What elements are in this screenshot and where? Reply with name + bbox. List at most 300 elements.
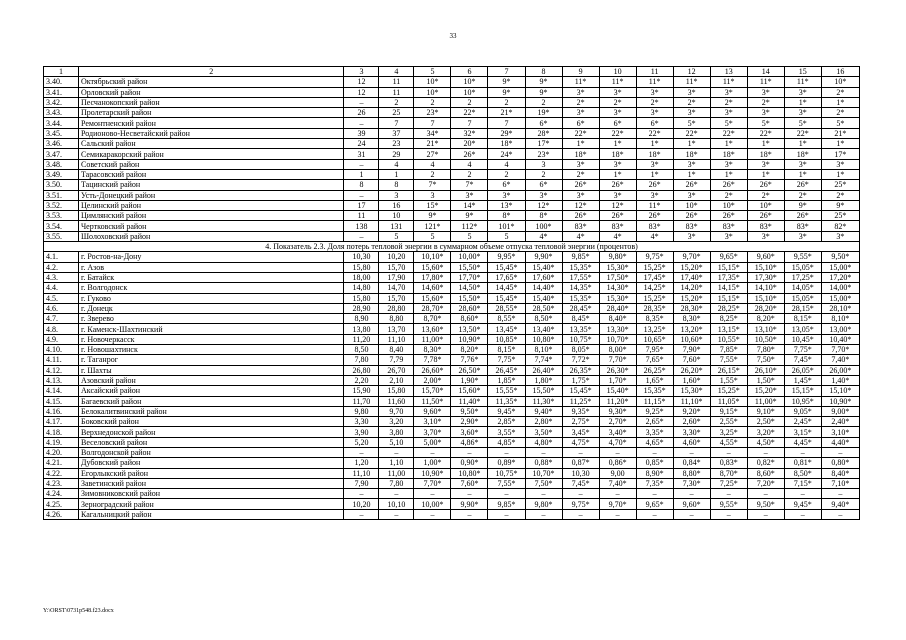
value-cell: 9* (784, 200, 821, 210)
value-cell: 3* (747, 87, 784, 97)
value-cell: 3,40* (599, 427, 636, 437)
value-cell: 15,70* (414, 386, 451, 396)
value-cell: 3* (784, 87, 821, 97)
value-cell: 2,10 (379, 375, 414, 385)
value-cell: 12* (562, 200, 599, 210)
value-cell: 8,10* (525, 345, 562, 355)
value-cell: 7,10* (821, 478, 859, 488)
row-number-cell: 4.1. (44, 252, 79, 262)
value-cell: 9* (525, 77, 562, 87)
table-row (44, 159, 860, 169)
value-cell: 8,40* (599, 314, 636, 324)
value-cell: 28,35* (636, 303, 673, 313)
value-cell: – (784, 509, 821, 519)
value-cell: 17,80* (414, 272, 451, 282)
row-name-cell: Тацинский район (78, 180, 343, 190)
value-cell: 15 (784, 67, 821, 77)
value-cell: 3* (784, 159, 821, 169)
row-number-cell: 4.14. (44, 386, 79, 396)
value-cell: 7,20* (747, 478, 784, 488)
table-row (44, 458, 860, 468)
row-name-cell: г. Новочеркасск (78, 334, 343, 344)
value-cell: 13,00* (821, 324, 859, 334)
value-cell: 18* (747, 149, 784, 159)
value-cell: 0,82* (747, 458, 784, 468)
row-name-cell: Кагальницкий район (78, 509, 343, 519)
value-cell: 1* (636, 169, 673, 179)
value-cell: 7,80 (344, 355, 379, 365)
value-cell: 8,80 (379, 314, 414, 324)
value-cell: 4,75* (562, 437, 599, 447)
value-cell: 4* (562, 231, 599, 241)
value-cell: 17,25* (784, 272, 821, 282)
value-cell: 0,86* (599, 458, 636, 468)
value-cell: 14,80 (344, 283, 379, 293)
value-cell: 26,10* (747, 365, 784, 375)
value-cell: 8,10* (821, 314, 859, 324)
value-cell: 1,80* (525, 375, 562, 385)
value-cell: 2,45* (784, 417, 821, 427)
value-cell: 22* (673, 128, 710, 138)
value-cell: 2,80* (525, 417, 562, 427)
value-cell: 17,40* (673, 272, 710, 282)
value-cell: 15,35* (562, 262, 599, 272)
value-cell: 11,20* (599, 396, 636, 406)
value-cell: 3* (636, 87, 673, 97)
value-cell: 5* (821, 118, 859, 128)
table-row (44, 169, 860, 179)
value-cell: 22* (747, 128, 784, 138)
value-cell: 9,40* (525, 406, 562, 416)
value-cell: 6* (599, 118, 636, 128)
row-number-cell: 3.55. (44, 231, 79, 241)
value-cell: 26* (636, 211, 673, 221)
value-cell: 3* (784, 231, 821, 241)
value-cell: 26* (562, 211, 599, 221)
value-cell: 3* (562, 190, 599, 200)
value-cell: 14,50* (451, 283, 488, 293)
value-cell: 3* (673, 159, 710, 169)
value-cell: 10,70* (525, 468, 562, 478)
value-cell: 7,60* (673, 355, 710, 365)
value-cell: 17,70* (451, 272, 488, 282)
value-cell: 15,60* (451, 386, 488, 396)
value-cell: 5,10 (379, 437, 414, 447)
value-cell: 7,74* (525, 355, 562, 365)
value-cell: 8,60* (451, 314, 488, 324)
value-cell: 21* (821, 128, 859, 138)
value-cell: 1,20 (344, 458, 379, 468)
value-cell: 18,00 (344, 272, 379, 282)
value-cell: 8* (525, 211, 562, 221)
row-name-cell: 2 (78, 67, 343, 77)
value-cell: 7* (414, 180, 451, 190)
value-cell: 0,87* (562, 458, 599, 468)
value-cell: 2,20 (344, 375, 379, 385)
value-cell: 9,05* (784, 406, 821, 416)
value-cell: 26,50* (451, 365, 488, 375)
value-cell: – (636, 489, 673, 499)
value-cell: 10,45* (784, 334, 821, 344)
value-cell: 15,25* (636, 293, 673, 303)
value-cell: 13,25* (636, 324, 673, 334)
value-cell: 5 (379, 231, 414, 241)
value-cell: 10* (451, 77, 488, 87)
value-cell: 12 (673, 67, 710, 77)
value-cell: – (488, 489, 525, 499)
value-cell: 26* (784, 180, 821, 190)
value-cell: 11,60 (379, 396, 414, 406)
value-cell: 2* (562, 97, 599, 107)
value-cell: 13,50* (451, 324, 488, 334)
table-row (44, 97, 860, 107)
value-cell: 3* (821, 231, 859, 241)
value-cell: 8,05* (562, 345, 599, 355)
value-cell: – (562, 509, 599, 519)
row-number-cell: 4.24. (44, 489, 79, 499)
value-cell: 7,70* (414, 478, 451, 488)
value-cell: 4* (636, 231, 673, 241)
value-cell: 2 (379, 97, 414, 107)
value-cell: – (344, 118, 379, 128)
table-row (44, 180, 860, 190)
value-cell: 9,20* (673, 406, 710, 416)
value-cell: 10* (710, 200, 747, 210)
value-cell: 26,45* (488, 365, 525, 375)
value-cell: 7,85* (710, 345, 747, 355)
row-name-cell: г. Азов (78, 262, 343, 272)
value-cell: 10,75* (562, 334, 599, 344)
value-cell: 15,55* (488, 386, 525, 396)
value-cell: 8,90 (344, 314, 379, 324)
row-name-cell: Чертковский район (78, 221, 343, 231)
value-cell: 3 (414, 190, 451, 200)
row-name-cell: Боковский район (78, 417, 343, 427)
row-name-cell: г. Донецк (78, 303, 343, 313)
value-cell: 9,35* (562, 406, 599, 416)
row-number-cell: 3.45. (44, 128, 79, 138)
row-name-cell: Ремонтненский район (78, 118, 343, 128)
value-cell: 39 (344, 128, 379, 138)
value-cell: 10* (451, 87, 488, 97)
value-cell: 3* (747, 231, 784, 241)
value-cell: 13,60* (414, 324, 451, 334)
value-cell: 3* (673, 231, 710, 241)
value-cell: 11,10* (673, 396, 710, 406)
table-row (44, 489, 860, 499)
value-cell: 8,50* (784, 468, 821, 478)
value-cell: 7,55* (710, 355, 747, 365)
value-cell: 9* (488, 87, 525, 97)
value-cell: 26* (747, 180, 784, 190)
row-name-cell: Зимовниковский район (78, 489, 343, 499)
value-cell: 1* (673, 169, 710, 179)
value-cell: 15,50* (451, 293, 488, 303)
value-cell: 24 (344, 139, 379, 149)
value-cell: 7,30* (673, 478, 710, 488)
value-cell: 4,60* (673, 437, 710, 447)
row-number-cell: 4.8. (44, 324, 79, 334)
value-cell: 3* (673, 108, 710, 118)
value-cell: 9,70 (379, 406, 414, 416)
value-cell: 15,70 (379, 262, 414, 272)
value-cell: 11,50* (414, 396, 451, 406)
value-cell: 5* (747, 118, 784, 128)
row-name-cell: г. Зверево (78, 314, 343, 324)
table-row (44, 303, 860, 313)
value-cell: 18* (562, 149, 599, 159)
value-cell: – (747, 489, 784, 499)
value-cell: 11* (710, 77, 747, 87)
row-name-cell: Шолоховский район (78, 231, 343, 241)
value-cell: 32* (451, 128, 488, 138)
value-cell: 26,25* (636, 365, 673, 375)
value-cell: – (451, 489, 488, 499)
value-cell: 1* (747, 169, 784, 179)
value-cell: 15,80 (344, 262, 379, 272)
value-cell: 37 (379, 128, 414, 138)
value-cell: – (821, 489, 859, 499)
value-cell: – (710, 489, 747, 499)
value-cell: 28,25* (710, 303, 747, 313)
value-cell: 0,80* (821, 458, 859, 468)
value-cell: 26* (562, 180, 599, 190)
value-cell: 138 (344, 221, 379, 231)
value-cell: 15,50* (525, 386, 562, 396)
value-cell: – (488, 447, 525, 457)
value-cell: 9,25* (636, 406, 673, 416)
value-cell: 2 (488, 169, 525, 179)
row-number-cell: 4.26. (44, 509, 79, 519)
value-cell: 7,70* (821, 345, 859, 355)
value-cell: 28* (525, 128, 562, 138)
value-cell: 15,20* (673, 262, 710, 272)
row-number-cell: 3.47. (44, 149, 79, 159)
value-cell: 13,30* (599, 324, 636, 334)
value-cell: 2,90* (451, 417, 488, 427)
value-cell: 16 (379, 200, 414, 210)
value-cell: 8,60* (747, 468, 784, 478)
value-cell: 14,40* (525, 283, 562, 293)
value-cell: 8,80* (673, 468, 710, 478)
value-cell: 3* (599, 190, 636, 200)
value-cell: 13,40* (525, 324, 562, 334)
section-heading-row (44, 242, 860, 252)
value-cell: 26,80 (344, 365, 379, 375)
value-cell: – (710, 447, 747, 457)
value-cell: 83* (636, 221, 673, 231)
value-cell: 5* (673, 118, 710, 128)
value-cell: 10,55* (710, 334, 747, 344)
value-cell: 7,76* (451, 355, 488, 365)
value-cell: 11,70 (344, 396, 379, 406)
value-cell: 1* (673, 139, 710, 149)
value-cell: 31 (344, 149, 379, 159)
row-name-cell: Пролетарский район (78, 108, 343, 118)
value-cell: – (673, 447, 710, 457)
value-cell: – (821, 509, 859, 519)
value-cell: 26,35* (562, 365, 599, 375)
value-cell: 1* (747, 139, 784, 149)
value-cell: 2* (821, 87, 859, 97)
value-cell: 2,50* (747, 417, 784, 427)
value-cell: 28,10* (821, 303, 859, 313)
value-cell: 9,00 (599, 468, 636, 478)
value-cell: – (599, 509, 636, 519)
value-cell: 9,80 (344, 406, 379, 416)
value-cell: 3* (488, 190, 525, 200)
value-cell: 10 (379, 211, 414, 221)
value-cell: 8* (488, 211, 525, 221)
value-cell: 29* (488, 128, 525, 138)
value-cell: 7,75* (488, 355, 525, 365)
value-cell: 9,85* (488, 499, 525, 509)
value-cell: 5 (488, 231, 525, 241)
value-cell: 3,30 (344, 417, 379, 427)
value-cell: 8,20* (451, 345, 488, 355)
value-cell: 2* (673, 97, 710, 107)
value-cell: 23* (525, 149, 562, 159)
row-number-cell: 4.25. (44, 499, 79, 509)
file-path-footer: Y:\ORST\0731p548.f23.docx (43, 608, 114, 614)
value-cell: 3,45* (562, 427, 599, 437)
value-cell: 3* (673, 190, 710, 200)
row-name-cell: Заветинский район (78, 478, 343, 488)
row-name-cell: г. Шахты (78, 365, 343, 375)
value-cell: 11,10 (344, 468, 379, 478)
value-cell: 2* (747, 97, 784, 107)
table-row (44, 355, 860, 365)
row-number-cell: 4.21. (44, 458, 79, 468)
value-cell: 15,10* (747, 262, 784, 272)
value-cell: 5,00* (414, 437, 451, 447)
value-cell: – (562, 447, 599, 457)
row-number-cell: 4.18. (44, 427, 79, 437)
row-number-cell: 3.51. (44, 190, 79, 200)
value-cell: – (344, 190, 379, 200)
value-cell: 26* (784, 211, 821, 221)
value-cell: 15,05* (784, 293, 821, 303)
row-number-cell: 4.6. (44, 303, 79, 313)
value-cell: 18* (488, 139, 525, 149)
value-cell: 9,50* (747, 499, 784, 509)
value-cell: 28,45* (562, 303, 599, 313)
value-cell: 29 (379, 149, 414, 159)
value-cell: 9 (562, 67, 599, 77)
value-cell: 8,50 (344, 345, 379, 355)
value-cell: 15,30* (599, 262, 636, 272)
value-cell: 26* (710, 211, 747, 221)
value-cell: 1* (821, 169, 859, 179)
value-cell: – (636, 509, 673, 519)
value-cell: 10,75* (488, 468, 525, 478)
value-cell: 11 (379, 77, 414, 87)
value-cell: 15,10* (821, 386, 859, 396)
value-cell: 28,30* (673, 303, 710, 313)
value-cell: 9* (525, 87, 562, 97)
table-row (44, 314, 860, 324)
value-cell: 2,75* (562, 417, 599, 427)
value-cell: 15,20* (747, 386, 784, 396)
value-cell: 13,45* (488, 324, 525, 334)
table-row (44, 211, 860, 221)
value-cell: 7,90* (673, 345, 710, 355)
row-name-cell: Белокалитвинский район (78, 406, 343, 416)
row-number-cell: 4.3. (44, 272, 79, 282)
value-cell: 83* (562, 221, 599, 231)
value-cell: 15,60* (414, 262, 451, 272)
value-cell: 2 (525, 169, 562, 179)
value-cell: 4 (379, 159, 414, 169)
value-cell: – (821, 447, 859, 457)
value-cell: 15,15* (710, 293, 747, 303)
value-cell: 4,80* (525, 437, 562, 447)
value-cell: 3* (562, 87, 599, 97)
value-cell: 9,85* (562, 252, 599, 262)
value-cell: 15,45* (562, 386, 599, 396)
value-cell: 15* (414, 200, 451, 210)
value-cell: 13,80 (344, 324, 379, 334)
value-cell: 10,00* (451, 252, 488, 262)
value-cell: 101* (488, 221, 525, 231)
value-cell: 1,85* (488, 375, 525, 385)
value-cell: 5* (784, 118, 821, 128)
row-name-cell: Советский район (78, 159, 343, 169)
value-cell: 2* (710, 97, 747, 107)
value-cell: 3* (710, 108, 747, 118)
section-title: 4. Показатель 2.3. Доля потерь тепловой энергии в суммарном объеме отпуска тепловой энергии (процентов) (44, 242, 860, 252)
value-cell: 2* (636, 97, 673, 107)
value-cell: 3,55* (488, 427, 525, 437)
row-number-cell: 4.9. (44, 334, 79, 344)
table-row (44, 272, 860, 282)
value-cell: 9,70* (599, 499, 636, 509)
value-cell: 11 (344, 211, 379, 221)
value-cell: 13,35* (562, 324, 599, 334)
value-cell: 14,70 (379, 283, 414, 293)
value-cell: 4 (488, 159, 525, 169)
row-name-cell: г. Гуково (78, 293, 343, 303)
row-number-cell: 1 (44, 67, 79, 77)
value-cell: 1,55* (710, 375, 747, 385)
value-cell: – (344, 159, 379, 169)
value-cell: 7,15* (784, 478, 821, 488)
value-cell: 3,10* (414, 417, 451, 427)
row-number-cell: 4.13. (44, 375, 79, 385)
value-cell: 15,00* (821, 293, 859, 303)
table-row (44, 437, 860, 447)
value-cell: 6* (488, 180, 525, 190)
value-cell: 22* (636, 128, 673, 138)
row-number-cell: 3.53. (44, 211, 79, 221)
value-cell: 15,90 (344, 386, 379, 396)
value-cell: 10,70* (599, 334, 636, 344)
value-cell: 10,95* (784, 396, 821, 406)
value-cell: 2 (525, 97, 562, 107)
value-cell: – (414, 447, 451, 457)
value-cell: 15,45* (488, 262, 525, 272)
value-cell: 13 (710, 67, 747, 77)
table-row (44, 128, 860, 138)
value-cell: 10* (747, 200, 784, 210)
value-cell: 26,60* (414, 365, 451, 375)
value-cell: 7,95* (636, 345, 673, 355)
value-cell: 1* (784, 169, 821, 179)
value-cell: 3,20* (747, 427, 784, 437)
table-row (44, 468, 860, 478)
row-name-cell: г. Батайск (78, 272, 343, 282)
value-cell: 9,55* (710, 499, 747, 509)
